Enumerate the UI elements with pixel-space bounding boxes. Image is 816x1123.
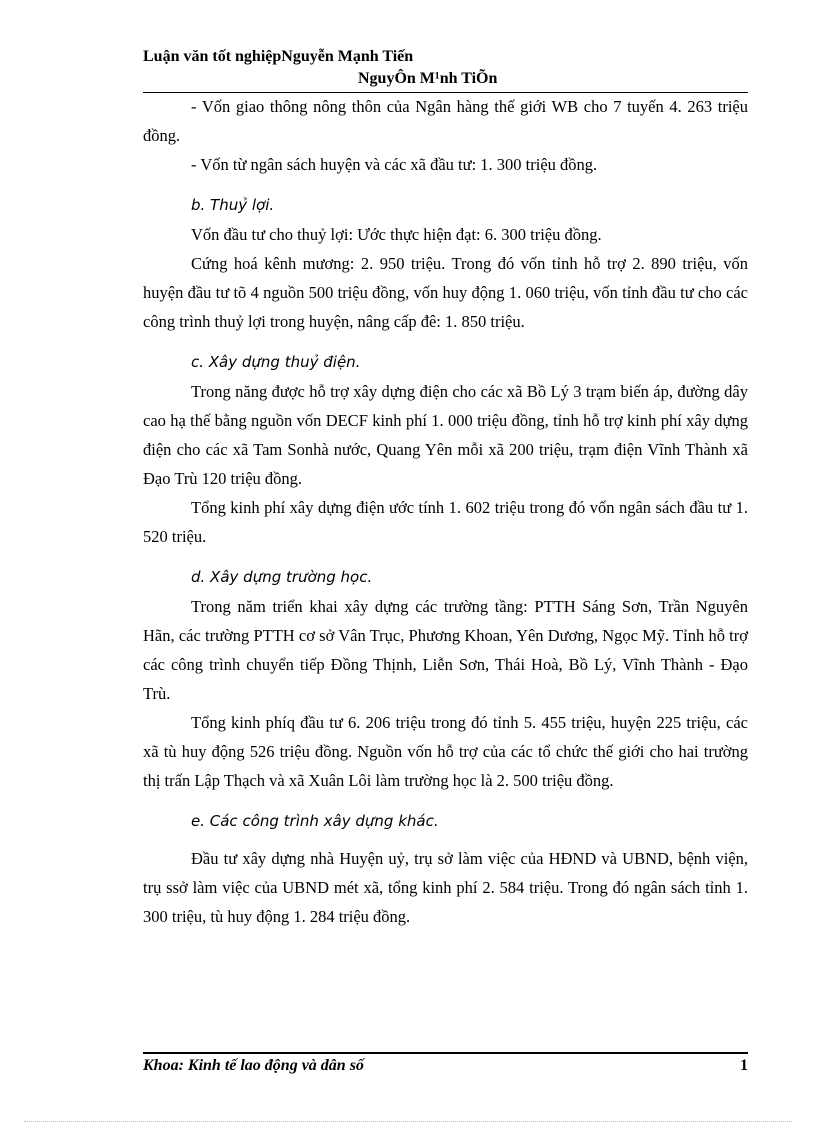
paragraph-irrigation-investment: Vốn đầu tư cho thuỷ lợi: Ước thực hiện đạt: 6. 300 triệu đồng. — [191, 225, 602, 244]
paragraph-canal-hardening: Cứng hoá kênh mương: 2. 950 triệu. Trong đó vốn tỉnh hỗ trợ 2. 890 triệu, vốn huyện đầu tư tõ 4 nguồn 500 triệu đồng, vốn huy động 1. 060 triệu, vốn tỉnh đầu tư cho các công trình thuỷ lợi trong huyện, nâng cấp đê: 1. 850 triệu. — [143, 254, 748, 331]
section-heading-other-works: e. Các công trình xây dựng khác. — [191, 812, 439, 830]
paragraph-power-support: Trong năng được hỗ trợ xây dựng điện cho các xã Bồ Lý 3 trạm biến áp, đường dây cao hạ thế bằng nguồn vốn DECF kinh phí 1. 000 triệu đồng, tỉnh hỗ trợ kinh phí xây dựng điện cho các xã Tam Sonhà nước, Quang Yên mỗi xã 200 triệu, trạm điện Vĩnh Thành xã Đạo Trù 120 triệu đồng. — [143, 382, 748, 488]
section-heading-irrigation: b. Thuỷ lợi. — [191, 196, 275, 214]
paragraph-power-total: Tổng kinh phí xây dựng điện ước tính 1. 602 triệu trong đó vốn ngân sách đầu tư 1. 520 triệu. — [143, 498, 748, 546]
footer-divider — [143, 1052, 748, 1054]
paragraph-school-funding: Tổng kinh phíq đầu tư 6. 206 triệu trong đó tỉnh 5. 455 triệu, huyện 225 triệu, các xã tù huy động 526 triệu đồng. Nguồn vốn hỗ trợ của các tổ chức thế giới cho hai trường thị trấn Lập Thạch và xã Xuân Lôi làm trường học là 2. 500 triệu đồng. — [143, 713, 748, 790]
paragraph-district-budget: - Vốn từ ngân sách huyện và các xã đầu tư: 1. 300 triệu đồng. — [191, 155, 598, 174]
document-body — [143, 92, 748, 931]
page-number: 1 — [740, 1057, 748, 1074]
paragraph-school-construction: Trong năm triển khai xây dựng các trường tầng: PTTH Sáng Sơn, Trần Nguyên Hãn, các trường PTTH cơ sở Vân Trục, Phương Khoan, Yên Dương, Ngọc Mỹ. Tỉnh hỗ trợ các công trình chuyển tiếp Đồng Thịnh, Liễn Sơn, Thái Hoà, Bồ Lý, Vĩnh Thành - Đạo Trù. — [143, 597, 748, 703]
paragraph-other-works: Đầu tư xây dựng nhà Huyện uỷ, trụ sở làm việc của HĐND và UBND, bệnh viện, trụ ssở làm việc của UBND mét xã, tổng kinh phí 2. 584 triệu. Trong đó ngân sách tỉnh 1. 300 triệu, tù huy động 1. 284 triệu đồng. — [143, 849, 748, 926]
section-heading-hydropower: c. Xây dựng thuỷ điện. — [191, 353, 361, 371]
section-heading-schools: d. Xây dựng trường học. — [191, 568, 373, 586]
page-bottom-edge — [24, 1121, 792, 1122]
footer-faculty: Khoa: Kinh tế lao động và dân số — [143, 1057, 364, 1074]
header-author: NguyÔn M¹nh TiÕn — [358, 70, 498, 87]
header-title: Luận văn tốt nghiệpNguyễn Mạnh Tiến — [143, 48, 414, 65]
paragraph-wb-funding: - Vốn giao thông nông thôn của Ngân hàng thế giới WB cho 7 tuyến 4. 263 triệu đồng. — [143, 97, 748, 145]
